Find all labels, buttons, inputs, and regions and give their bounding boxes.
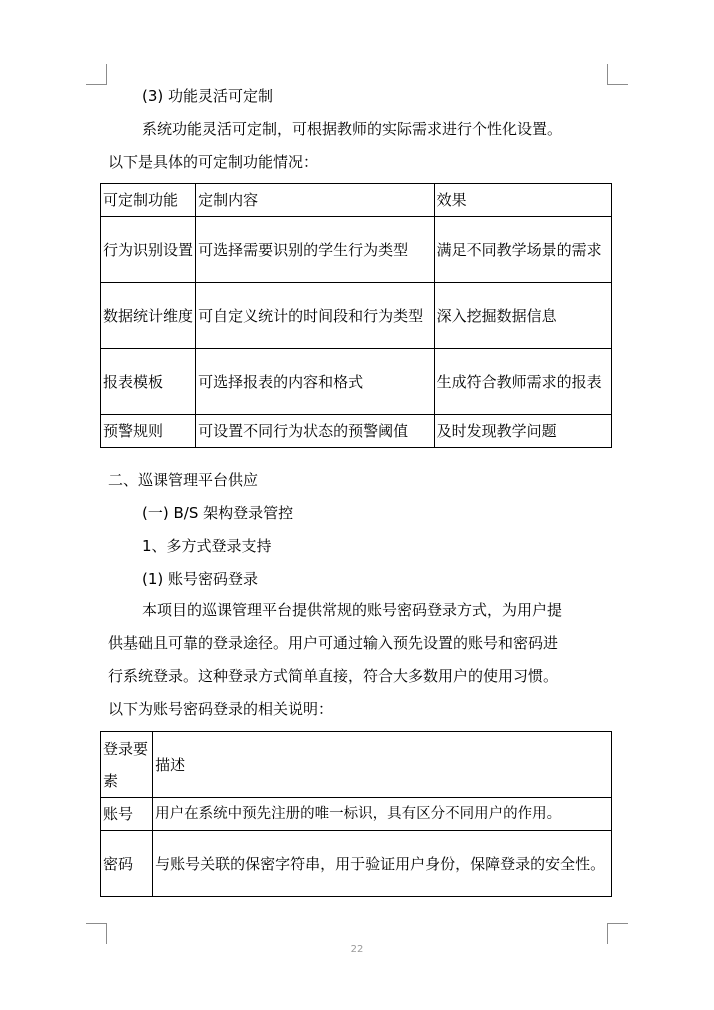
subsubsection-heading: 1、多方式登录支持 bbox=[142, 537, 272, 555]
table-header-cell: 定制内容 bbox=[196, 184, 434, 217]
table-cell: 满足不同教学场景的需求 bbox=[434, 217, 611, 283]
table-cell: 数据统计维度 bbox=[101, 283, 196, 349]
table-row bbox=[101, 798, 612, 831]
table-header-cell: 可定制功能 bbox=[101, 184, 196, 217]
table-header-row bbox=[101, 732, 612, 798]
table-row bbox=[101, 831, 612, 897]
table-row bbox=[101, 217, 612, 283]
body-paragraph bbox=[108, 594, 614, 726]
table-cell: 可选择报表的内容和格式 bbox=[196, 349, 434, 415]
table-cell: 可选择需要识别的学生行为类型 bbox=[196, 217, 434, 283]
crop-mark-top-left bbox=[86, 64, 107, 85]
customizable-functions-table bbox=[100, 183, 612, 448]
section-heading: 二、巡课管理平台供应 bbox=[108, 471, 259, 489]
table-cell: 报表模板 bbox=[101, 349, 196, 415]
table-cell: 可设置不同行为状态的预警阈值 bbox=[196, 415, 434, 448]
table-cell: 用户在系统中预先注册的唯一标识，具有区分不同用户的作用。 bbox=[153, 798, 612, 831]
heading-function-customizable: (3) 功能灵活可定制 bbox=[142, 87, 274, 105]
table-header-cell: 登录要素 bbox=[101, 732, 153, 798]
table-header-cell: 效果 bbox=[434, 184, 611, 217]
page-number: 22 bbox=[350, 944, 364, 955]
table-cell: 与账号关联的保密字符串，用于验证用户身份，保障登录的安全性。 bbox=[153, 831, 612, 897]
item-heading: (1) 账号密码登录 bbox=[142, 570, 259, 588]
paragraph-line: 供基础且可靠的登录途径。用户可通过输入预先设置的账号和密码进 bbox=[108, 634, 559, 652]
crop-mark-top-right bbox=[607, 64, 628, 85]
table-header-cell: 描述 bbox=[153, 732, 612, 798]
table-cell: 生成符合教师需求的报表 bbox=[434, 349, 611, 415]
intro-paragraph-line1: 系统功能灵活可定制，可根据教师的实际需求进行个性化设置。 bbox=[142, 120, 563, 138]
table-cell: 预警规则 bbox=[101, 415, 196, 448]
paragraph-line: 行系统登录。这种登录方式简单直接，符合大多数用户的使用习惯。 bbox=[108, 667, 559, 685]
table-cell: 密码 bbox=[101, 831, 153, 897]
table-cell: 及时发现教学问题 bbox=[434, 415, 611, 448]
table-cell: 账号 bbox=[101, 798, 153, 831]
crop-mark-bottom-right bbox=[607, 923, 628, 944]
table-cell: 可自定义统计的时间段和行为类型 bbox=[196, 283, 434, 349]
table-header-row bbox=[101, 184, 612, 217]
table-row bbox=[101, 349, 612, 415]
paragraph-line: 以下为账号密码登录的相关说明： bbox=[108, 700, 334, 718]
table-cell: 行为识别设置 bbox=[101, 217, 196, 283]
paragraph-line: 本项目的巡课管理平台提供常规的账号密码登录方式，为用户提 bbox=[142, 601, 563, 619]
table-row bbox=[101, 283, 612, 349]
subsection-heading: (一) B/S 架构登录管控 bbox=[142, 504, 294, 522]
login-elements-table bbox=[100, 731, 612, 897]
table-cell: 深入挖掘数据信息 bbox=[434, 283, 611, 349]
table-row bbox=[101, 415, 612, 448]
intro-paragraph-line2: 以下是具体的可定制功能情况： bbox=[108, 153, 319, 171]
crop-mark-bottom-left bbox=[86, 923, 107, 944]
